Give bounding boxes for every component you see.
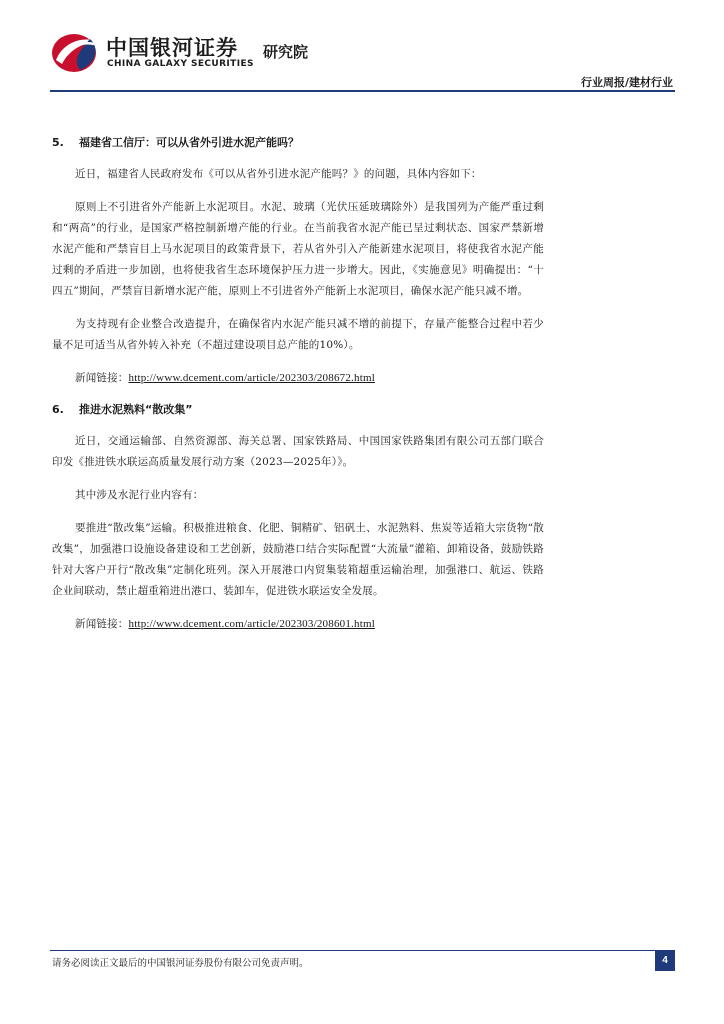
galaxy-logo-icon [50, 30, 102, 74]
news-link[interactable]: http://www.dcement.com/article/202303/208672.html [128, 372, 375, 384]
section-heading [52, 401, 544, 417]
report-category: 行业周报/建材行业 [580, 76, 673, 89]
news-link-line [52, 368, 544, 389]
page-number: 4 [655, 951, 675, 971]
paragraph: 近日，福建省人民政府发布《可以从省外引进水泥产能吗？》的问题，具体内容如下： [75, 168, 482, 180]
section-heading [52, 134, 544, 150]
section-number: 5. [52, 136, 64, 149]
news-link[interactable]: http://www.dcement.com/article/202303/208601.html [128, 618, 375, 630]
page-header [50, 30, 675, 92]
section-title: 推进水泥熟料“散改集” [79, 403, 193, 416]
footer-divider [50, 950, 675, 951]
main-content [52, 134, 544, 647]
brand-name-cn: 中国银河证券 [106, 36, 238, 60]
brand-name-en: CHINA GALAXY SECURITIES [107, 59, 254, 69]
section-title: 福建省工信厅：可以从省外引进水泥产能吗？ [79, 136, 299, 149]
paragraph: 为支持现有企业整合改造提升，在确保省内水泥产能只减不增的前提下，存量产能整合过程中若少量不足可适当从省外转入补充（不超过建设项目总产能的10%）。 [52, 318, 544, 351]
paragraph: 原则上不引进省外产能新上水泥项目。水泥、玻璃（光伏压延玻璃除外）是我国列为产能严重过剩和“两高”的行业，是国家严格控制新增产能的行业。在当前我省水泥产能已呈过剩状态、国家严禁新增水泥产能和严禁盲目上马水泥项目的政策背景下，若从省外引入产能新建水泥项目，将使我省水泥产能过剩的矛盾进一步加剧，也将使我省生态环境保护压力进一步增大。因此，《实施意见》明确提出：“十四五”期间，严禁盲目新增水泥产能，原则上不引进省外产能新上水泥项目，确保水泥产能只减不增。 [52, 201, 544, 297]
section-number: 6. [52, 403, 64, 416]
news-link-label: 新闻链接： [75, 372, 129, 384]
paragraph: 其中涉及水泥行业内容有： [75, 489, 204, 501]
header-divider [50, 90, 675, 92]
footer-disclaimer: 请务必阅读正文最后的中国银河证券股份有限公司免责声明。 [52, 958, 309, 969]
paragraph: 近日，交通运输部、自然资源部、海关总署、国家铁路局、中国国家铁路集团有限公司五部门联合印发《推进铁水联运高质量发展行动方案（2023—2025年）》。 [52, 435, 544, 468]
news-link-label: 新闻链接： [75, 618, 129, 630]
section-6 [52, 401, 544, 635]
paragraph: 要推进“散改集”运输。积极推进粮食、化肥、铜精矿、铝矾土、水泥熟料、焦炭等适箱大宗货物“散改集”，加强港口设施设备建设和工艺创新，鼓励港口结合实际配置“大流量”灌箱、卸箱设备，鼓励铁路针对大客户开行“散改集”定制化班列。深入开展港口内贸集装箱超重运输治理，加强港口、航运、铁路企业间联动，禁止超重箱进出港口、装卸车，促进铁水联运安全发展。 [52, 522, 544, 597]
section-5 [52, 134, 544, 389]
news-link-line [52, 614, 544, 635]
brand-institute: 研究院 [263, 43, 309, 61]
